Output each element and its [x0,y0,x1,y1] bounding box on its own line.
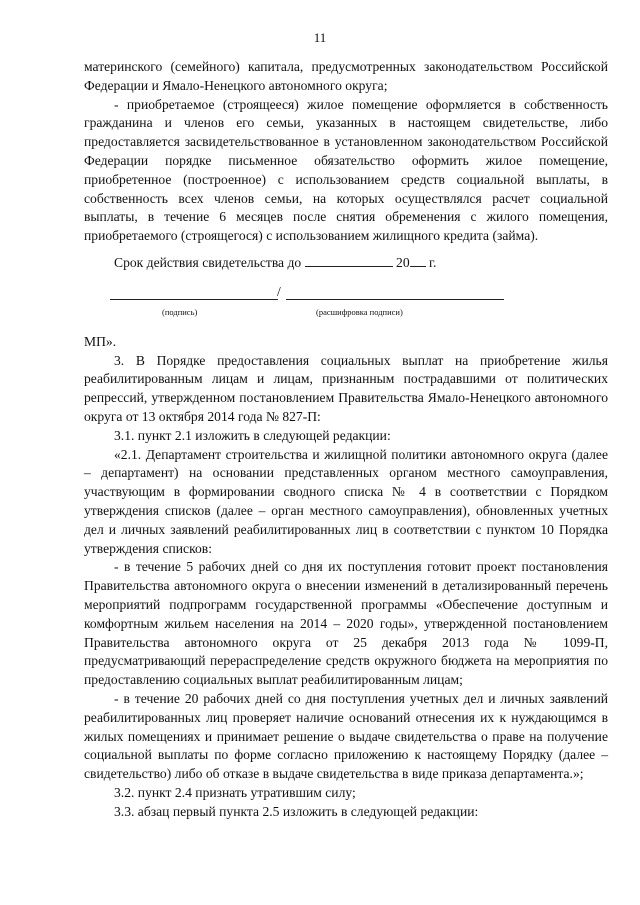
paragraph-3: 3. В Порядке предоставления социальных выплат на приобретение жилья реабилитированным лицам и лицам, признанным пострадавшими от политических репрессий, утвержденном постановлением Правительства Ямало-Ненецкого автономного округа от 13 октября 2014 года № 827-П: [84,352,608,424]
paragraph-3-1: 3.1. пункт 2.1 изложить в следующей редакции: [114,427,391,443]
signature-line [110,299,278,300]
paragraph-bullet-2: - в течение 20 рабочих дней со дня поступления учетных дел и личных заявлений реабилитированных лиц проверяет наличие оснований отнесения их к нуждающимся в жилых помещениях и принимает решение о выдаче свидетельства о праве на получение социальной выплаты по форме согласно приложению к настоящему Порядку (далее – свидетельство) либо об отказе в выдаче свидетельства в виде приказа департамента.»; [84,690,608,782]
validity-prefix: Срок действия свидетельства до [114,254,302,270]
signature-decoding-line [286,299,504,300]
validity-suffix: г. [429,254,437,270]
document-body [84,58,608,821]
validity-date-blank [305,254,393,267]
paragraph-mp: МП». [84,333,117,349]
signature-caption: (подпись) [162,306,198,317]
validity-line [84,254,608,273]
paragraph-2-1-text: «2.1. Департамент строительства и жилищной политики автономного округа (далее – департамент) на основании представленных органом местного самоуправления, участвующим в формировании сводного списка № 4 в соответствии с Порядком утверждения списков (далее – орган местного самоуправления), обновленных учетных дел и личных заявлений реабилитированных лиц в соответствии с пунктом 10 Порядка утверждения списков: [84,446,608,556]
paragraph-3-2: 3.2. пункт 2.4 признать утратившим силу; [114,784,356,800]
signature-decoding-caption: (расшифровка подписи) [316,306,403,317]
signature-block [84,283,608,333]
paragraph-2: - приобретаемое (строящееся) жилое помещение оформляется в собственность гражданина и членов его семьи, указанных в настоящем свидетельстве, либо предоставляется засвидетельствованное в установленном законодательством Российской Федерации порядке письменное обязательство оформить жилое помещение, приобретенное (построенное) с использованием средств социальной выплаты, в собственность всех членов семьи, на которых осуществлялся расчет социальной выплаты, в течение 6 месяцев после снятия обременения с жилого помещения, приобретаемого (строящегося) с использованием жилищного кредита (займа). [84,96,608,244]
paragraph-3-3: 3.3. абзац первый пункта 2.5 изложить в следующей редакции: [114,803,479,819]
paragraph-1: материнского (семейного) капитала, предусмотренных законодательством Российской Федерации и Ямало-Ненецкого автономного округа; [84,59,608,93]
signature-slash: / [277,283,281,299]
paragraph-bullet-1: - в течение 5 рабочих дней со дня их поступления готовит проект постановления Правительства автономного округа о внесении изменений в детализированный перечень мероприятий подпрограмм государственной программы «Обеспечение доступным и комфортным жильем населения на 2014 – 2020 годы», утвержденной постановлением Правительства автономного округа от 25 декабря 2013 года № 1099-П, предусматривающий перераспределение средств окружного бюджета на мероприятия по предоставлению социальных выплат реабилитированным лицам; [84,559,608,688]
page-number: 11 [313,30,327,45]
validity-year-blank [410,254,426,267]
validity-year: 20 [396,254,410,270]
